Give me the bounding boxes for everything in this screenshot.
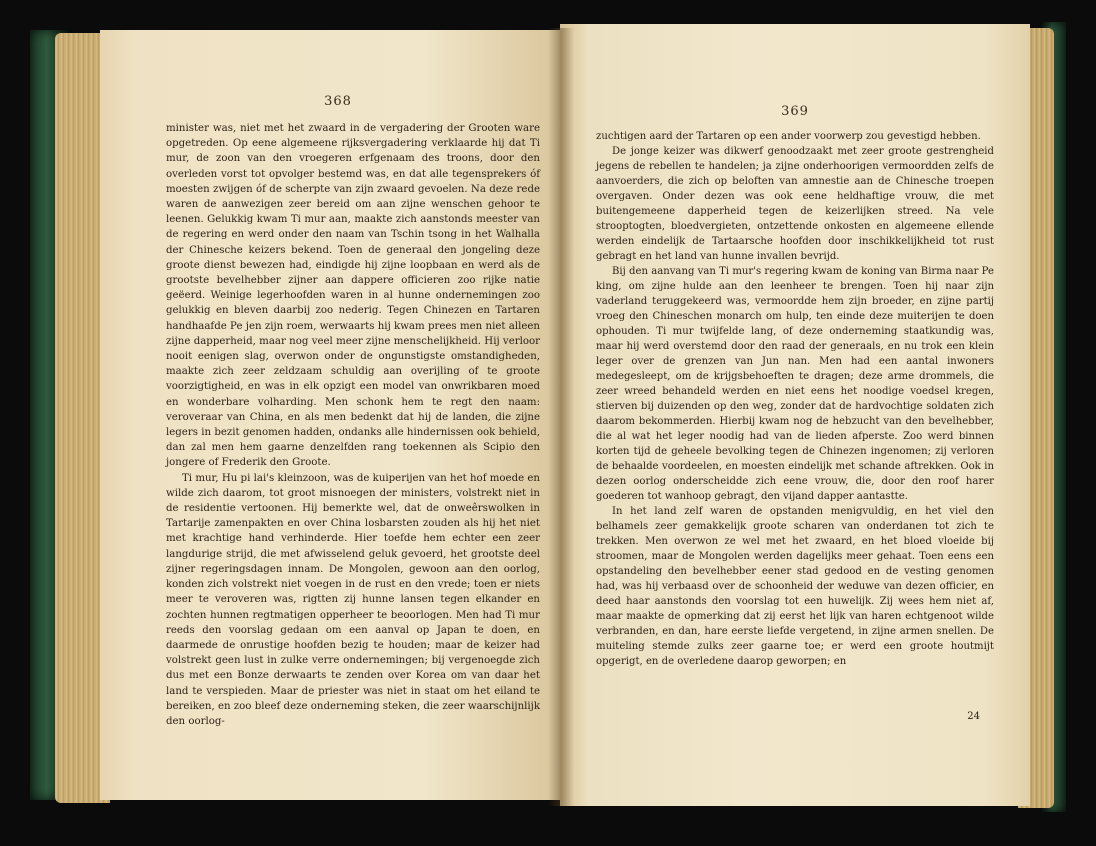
left-page	[100, 30, 562, 800]
paragraph: Ti mur, Hu pi lai's kleinzoon, was de kuiperijen van het hof moede en wilde zich daarom, tot groot misnoegen der ministers, volstrekt niet in de residentie vertoonen. Hij bemerkte wel, dat de onweêrswolken in Tartarije zamenpakten en over China losbarsten zouden als hij het niet met krachtige hand verhinderde. Hier toefde hem echter een zeer langdurige strijd, die met afwisselend geluk gevoerd, het grootste deel zijner regeringsdagen innam. De Mongolen, gewoon aan den oorlog, konden zich volstrekt niet voegen in de rust en den vrede; toen er niets meer te veroveren was, rigtten zij hunne lansen tegen elkander en zochten hunnen regtmatigen opperheer te beoorlogen. Men had Ti mur reeds den voorslag gedaan om een aanval op Japan te doen, en daarmede de onrustige hoofden bezig te houden; maar de keizer had volstrekt geen lust in zulke verre ondernemingen; bij vergenoegde zich dus met een Bonze derwaarts te zenden over Korea om van daar het land te verspieden. Maar de priester was niet in staat om het eiland te bereiken, en zoo bleef deze onderneming steken, die zeer waarschijnlijk den oorlog-	[166, 472, 540, 727]
paragraph: Bij den aanvang van Ti mur's regering kwam de koning van Birma naar Pe king, om zijne hulde aan den leenheer te brengen. Toen hij naar zijn vaderland teruggekeerd was, vermoordde hem zijn broeder, en zijne partij vroeg den Chineschen monarch om hulp, ten einde deze muiterijen te doen ophouden. Ti mur twijfelde lang, of deze onderneming staatkundig was, maar hij werd overstemd door den raad der generaals, en nu trok een klein leger over de grenzen van Jun nan. Men had een aantal inwoners medegesleept, om de krijgsbehoeften te dragen; deze arme drommels, die zeer wreed behandeld werden en niet eens het noodige voedsel kregen, stierven bij duizenden op den weg, zonder dat de hardvochtige soldaten zich daarom bekommerden. Hierbij kwam nog de hebzucht van den bevelhebber, die al wat het leger noodig had van de lieden afperste. Zoo werd binnen korten tijd de geheele bevolking tegen de Chinezen ingenomen; zij verloren de behaalde voordeelen, en moesten eindelijk met schande aftrekken. Ook in dezen oorlog onderscheidde zich eene vrouw, die, door den roof harer goederen tot wanhoop gebragt, den vijand dapper aantastte.	[596, 266, 994, 502]
page-number: 369	[781, 104, 809, 119]
paragraph: zuchtigen aard der Tartaren op een ander voorwerp zou gevestigd hebben.	[596, 131, 981, 142]
paragraph: De jonge keizer was dikwerf genoodzaakt met zeer groote gestrengheid jegens de rebellen te handelen; ja zijne onderhoorigen vermoordden zelfs de aanvoerders, die zich op beloften van amnestie aan de Chinesche troepen overgaven. Onder dezen was ook eene heldhaftige vrouw, die met buitengemeene dapperheid tegen de keizerlijken streed. Na vele strooptogten, bloedvergieten, ontzettende onkosten en algemeene ellende werden eindelijk de Tartaarsche hoofden door inschikkelijkheid tot rust gebragt en het land van hunne invallen bevrijd.	[596, 146, 994, 262]
signature-mark: 24	[967, 711, 980, 722]
page-number: 368	[324, 94, 352, 109]
paragraph: In het land zelf waren de opstanden menigvuldig, en het viel den belhamels zeer gemakkelijk groote scharen van onderdanen tot zich te trekken. Men overwon ze wel met het zwaard, en het bloed vloeide bij stroomen, maar de Mongolen werden dagelijks meer gehaat. Toen eens een opstandeling den bevelhebber eener stad gedood en de vesting genomen had, was hij verbaasd over de schoonheid der weduwe van dezen officier, en deed haar aanstonds den voorslag tot een huwelijk. Zij wees hem niet af, maar maakte de opmerking dat zij eerst het lijk van haren echtgenoot wilde verbranden, en dan, hare eerste liefde vergetend, in zijne armen snellen. De muiteling stemde zulks zeer gaarne toe; er werd een groote houtmijt opgerigt, en de overledene daarop geworpen; en	[596, 506, 994, 667]
right-page	[560, 24, 1030, 806]
paragraph: minister was, niet met het zwaard in de vergadering der Grooten ware opgetreden. Op eene algemeene rijksvergadering verklaarde hij dat Ti mur, de zoon van den vroegeren erfgenaam des troons, door den overleden vorst tot opvolger bestemd was, en dat alle tegensprekers óf moesten zwijgen óf de scherpte van zijn zwaard gevoelen. Na deze rede waren de aanwezigen zeer bereid om aan zijne wenschen gehoor te leenen. Gelukkig kwam Ti mur aan, maakte zich aanstonds meester van de regering en werd onder den naam van Tschin tsong in het Walhalla der Chinesche keizers bekend. Toen de generaal den jongeling deze groote dienst bewezen had, eindigde hij zijne loopbaan en werd als de grootste bevelhebber zijner aan dappere officieren zoo rijke natie geëerd. Weinige legerhoofden waren in al hunne ondernemingen zoo gelukkig en bleven daarbij zoo nederig. Tegen Chinezen en Tartaren handhaafde Pe jen zijn roem, werwaarts hij kwam prees men niet alleen zijne dapperheid, maar nog veel meer zijne menschelijkheid. Hij verloor nooit eenigen slag, overwon onder de ongunstigste omstandigheden, maakte zich zeer zeldzaam schuldig aan overijling of te groote voorzigtigheid, en was in elk opzigt een model van onwrikbaren moed en wonderbare volharding. Men schonk hem te regt den naam: veroveraar van China, en als men bedenkt dat hij de landen, die zijne legers in bezit genomen hadden, ondanks alle hindernissen ook behield, dan zal men hem gaarne denzelfden rang toekennen als Scipio den jongere of Frederik den Groote.	[166, 123, 540, 469]
book-gutter	[548, 28, 574, 806]
